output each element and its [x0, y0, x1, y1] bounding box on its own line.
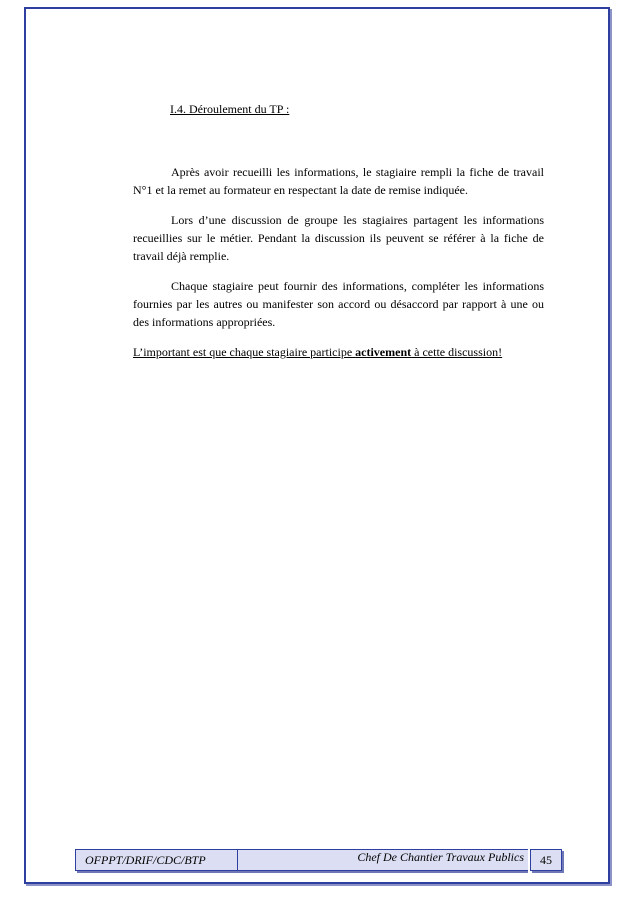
conclusion-line — [133, 343, 544, 361]
paragraph-3: Chaque stagiaire peut fournir des informations, compléter les informations fournies par les autres ou manifester son accord ou désaccord par rapport à une ou des informations appropriées. — [133, 279, 544, 329]
conclusion-emphasis: activement — [355, 345, 412, 359]
footer-page-number: 45 — [530, 849, 562, 871]
section-title: I.4. Déroulement du TP : — [170, 102, 290, 116]
paragraph-2: Lors d’une discussion de groupe les stagiaires partagent les informations recueillies sur le métier. Pendant la discussion ils peuvent se référer à la fiche de travail déjà remplie. — [133, 213, 544, 263]
paragraph-1: Après avoir recueilli les informations, le stagiaire rempli la fiche de travail N°1 et la remet au formateur en respectant la date de remise indiquée. — [133, 165, 544, 197]
conclusion-text-end: à cette discussion! — [411, 345, 503, 359]
page-frame — [24, 7, 610, 884]
footer-module-title: Chef De Chantier Travaux Publics — [238, 849, 528, 871]
footer-organization: OFPPT/DRIF/CDC/BTP — [75, 849, 238, 871]
conclusion-text-start: L’important est que chaque stagiaire participe — [133, 345, 356, 359]
body-text — [133, 163, 544, 361]
